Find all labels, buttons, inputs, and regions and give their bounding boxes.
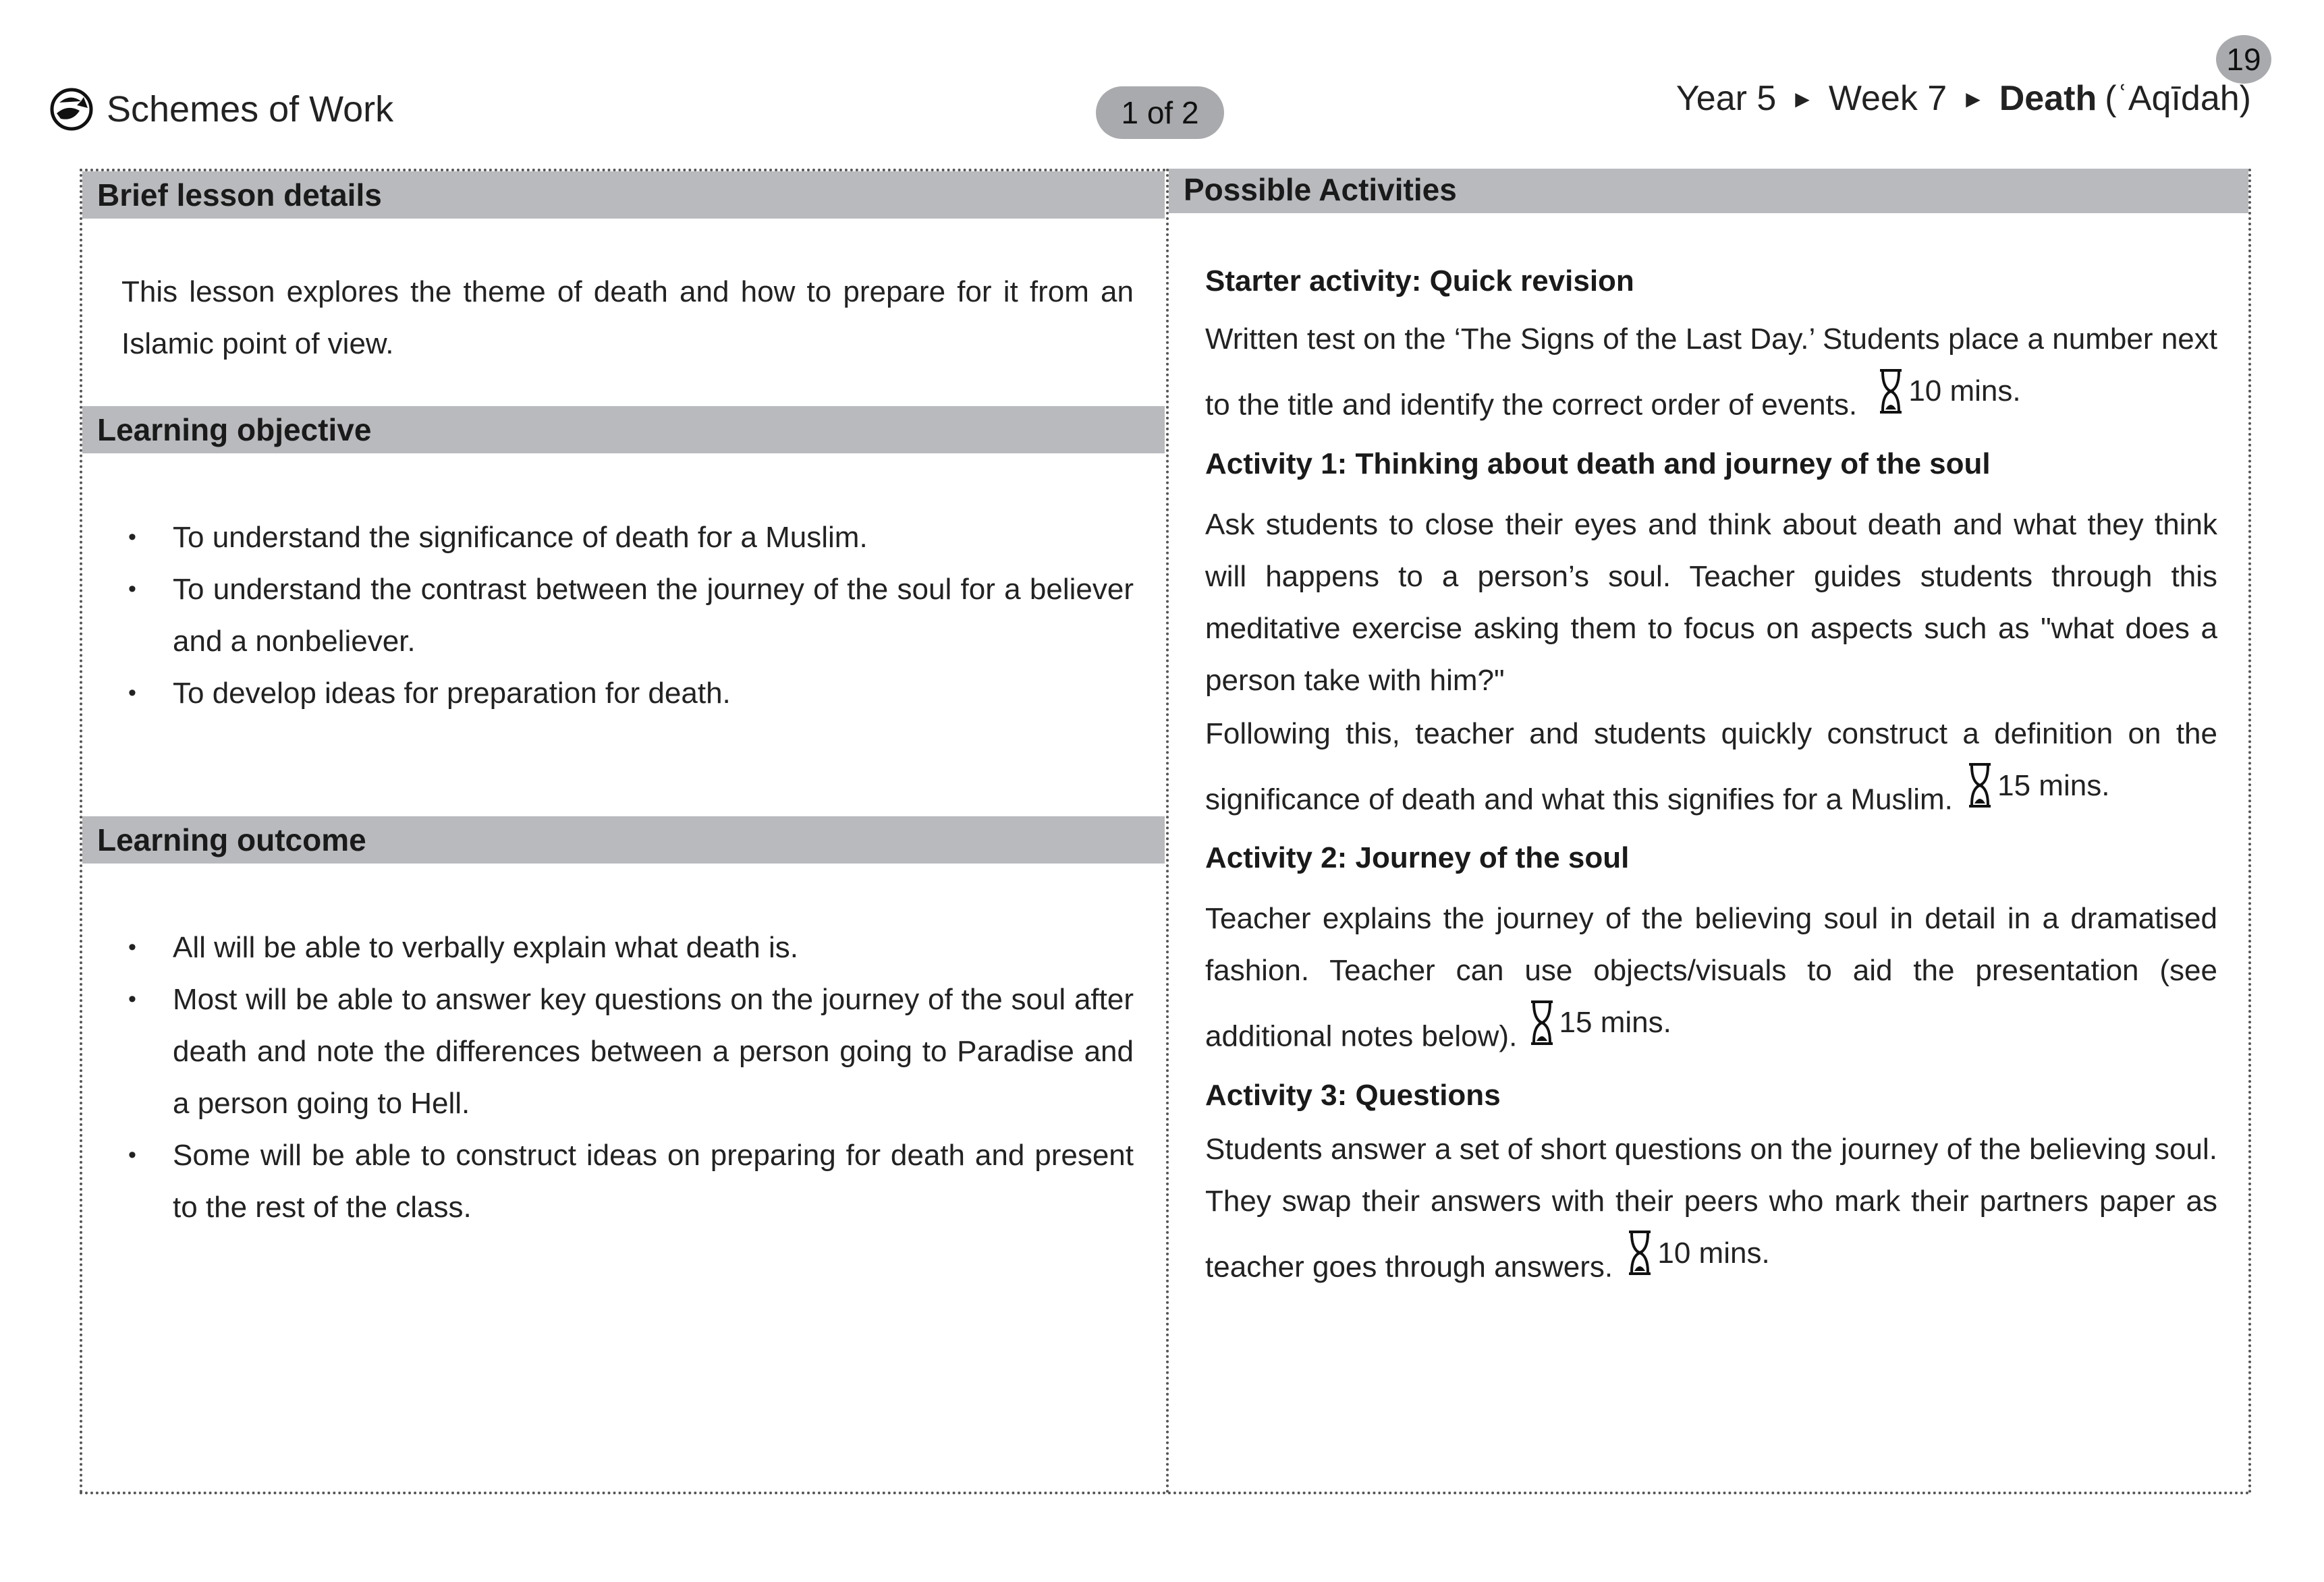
- left-column: [82, 171, 1165, 1233]
- activity-1-followup: [1205, 708, 2217, 826]
- hourglass-icon: [1966, 762, 1993, 809]
- brief-heading: Brief lesson details: [82, 171, 1165, 219]
- starter-time: 10 mins.: [1908, 374, 2021, 407]
- triangle-right-icon: ▶: [1966, 88, 1981, 109]
- activity-1-timer: [1966, 760, 2109, 812]
- circular-arrow-logo-icon: [50, 88, 93, 131]
- list-item: • To understand the contrast between the journey of the soul for a believer and a nonbeliever.: [120, 563, 1134, 667]
- activity-2-timer: [1528, 996, 1671, 1048]
- activity-1-description: Following this, teacher and students quickly construct a definition on the significance of death and what this signifies for a Muslim.: [1205, 716, 2217, 816]
- activity-1-time: 15 mins.: [1997, 768, 2110, 802]
- breadcrumb-subtopic: (ʿAqīdah): [2105, 79, 2251, 118]
- objective-heading: Learning objective: [82, 406, 1165, 453]
- activity-2-time: 15 mins.: [1559, 1006, 1671, 1039]
- objective-list: [120, 511, 1134, 719]
- activities-heading: Possible Activities: [1169, 169, 2248, 213]
- breadcrumb-year: Year 5: [1676, 79, 1777, 118]
- list-item: • All will be able to verbally explain what death is.: [120, 922, 1134, 973]
- breadcrumb-topic: Death: [1999, 79, 2097, 118]
- list-item: • Some will be able to construct ideas on preparing for death and present to the rest of the class.: [120, 1129, 1134, 1233]
- activity-3: [1205, 1079, 2217, 1293]
- breadcrumb-week: Week 7: [1828, 79, 1947, 118]
- brand: [50, 88, 393, 131]
- starter-description: Written test on the ‘The Signs of the Last Day.’ Students place a number next to the title and identify the correct order of events.: [1205, 322, 2217, 422]
- activity-3-text: [1205, 1123, 2217, 1293]
- triangle-right-icon: ▶: [1795, 88, 1810, 109]
- starter-activity: [1205, 264, 2217, 431]
- activity-3-time: 10 mins.: [1657, 1236, 1770, 1270]
- outcome-list: [120, 922, 1134, 1233]
- activity-2-title: Activity 2: Journey of the soul: [1205, 841, 1630, 874]
- activity-3-timer: [1626, 1227, 1769, 1279]
- page-number: 19: [2216, 35, 2271, 84]
- starter-text: [1205, 313, 2217, 431]
- hourglass-icon: [1626, 1229, 1653, 1276]
- starter-timer: [1877, 365, 2020, 417]
- activity-2-description: Teacher explains the journey of the believing soul in detail in a dramatised fashion. Teacher can use objects/visuals to aid the presentation (see additional notes below).: [1205, 902, 2217, 1053]
- brief-text: This lesson explores the theme of death and how to prepare for it from an Islamic point of view.: [121, 275, 1134, 360]
- starter-title: Starter activity: Quick revision: [1205, 264, 1634, 298]
- activity-3-title: Activity 3: Questions: [1205, 1078, 1501, 1112]
- list-item: • Most will be able to answer key questions on the journey of the soul after death and note the differences between a person going to Paradise and a person going to Hell.: [120, 973, 1134, 1129]
- list-item: • To develop ideas for preparation for death.: [120, 667, 1134, 719]
- list-item: • To understand the significance of death for a Muslim.: [120, 511, 1134, 563]
- activity-1-text: Ask students to close their eyes and think about death and what they think will happens to a person’s soul. Teacher guides students through this meditative exercise asking them to focus on aspects such as "what does a person take with him?": [1205, 507, 2217, 697]
- page-indicator: 1 of 2: [1096, 86, 1224, 139]
- breadcrumb: [1676, 78, 2251, 119]
- right-column: [1169, 169, 2248, 1293]
- activity-1: [1205, 447, 2217, 826]
- hourglass-icon: [1877, 368, 1904, 415]
- activity-3-description: Students answer a set of short questions on the journey of the believing soul. They swap their answers with their peers who mark their partners paper as teacher goes through answers.: [1205, 1132, 2217, 1283]
- hourglass-icon: [1528, 999, 1555, 1046]
- outcome-heading: Learning outcome: [82, 816, 1165, 864]
- brand-title: Schemes of Work: [107, 89, 394, 130]
- activity-1-title: Activity 1: Thinking about death and journey of the soul: [1205, 447, 1991, 480]
- activity-2-text: [1205, 893, 2217, 1063]
- activity-2: [1205, 841, 2217, 1063]
